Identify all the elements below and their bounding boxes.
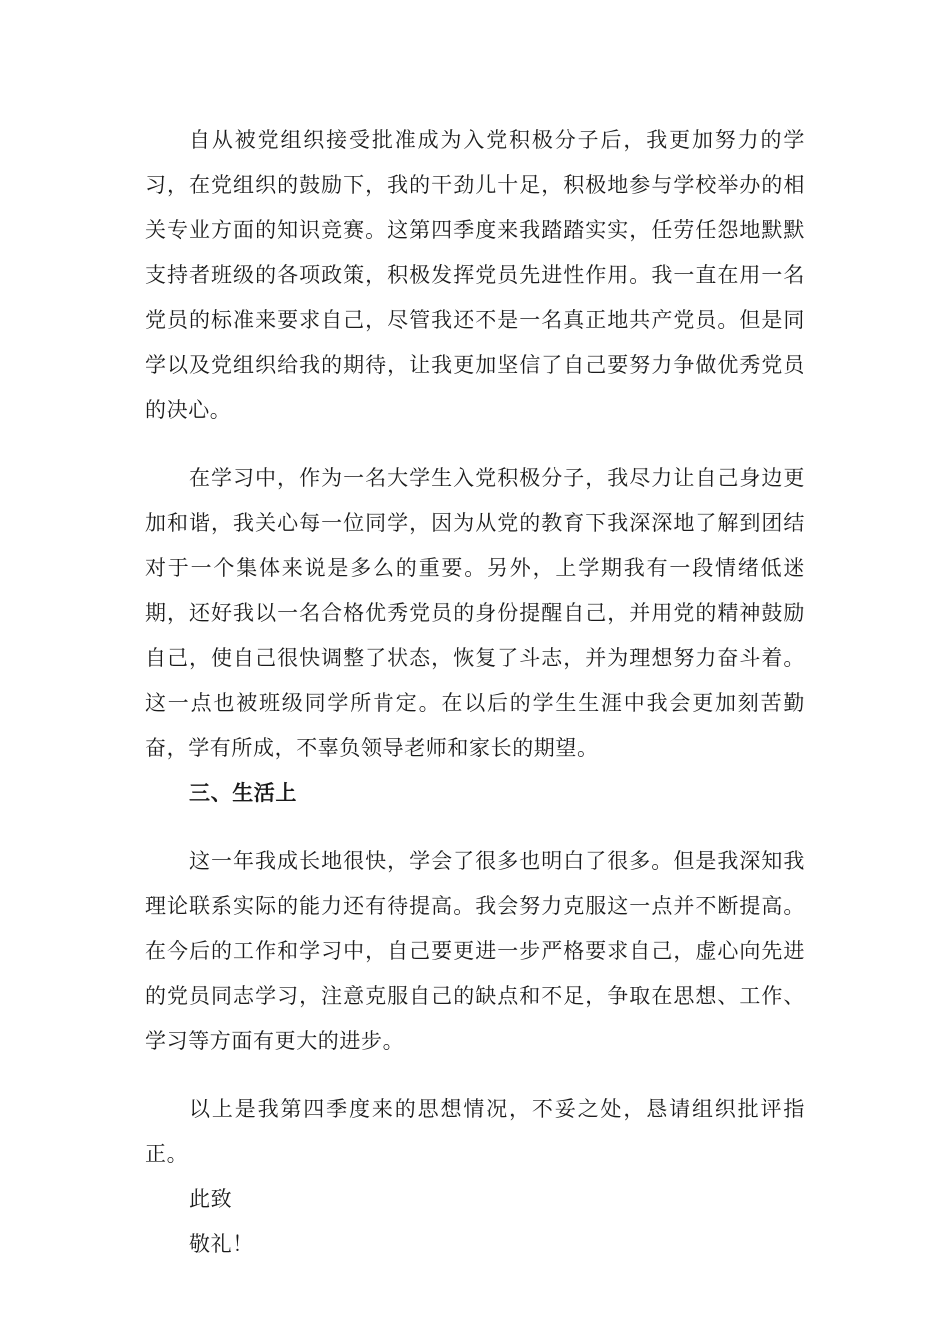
paragraph-3: 这一年我成长地很快，学会了很多也明白了很多。但是我深知我理论联系实际的能力还有待提高。我会努力克服这一点并不断提高。在今后的工作和学习中，自己要更进一步严格要求自己，虚心向先进的党员同志学习，注意克服自己的缺点和不足，争取在思想、工作、学习等方面有更大的进步。: [145, 849, 805, 1053]
document-page: [145, 118, 805, 1267]
closing-regards: 敬礼！: [189, 1232, 254, 1256]
section-heading-life: 三、生活上: [189, 781, 297, 805]
paragraph-4: 以上是我第四季度来的思想情况，不妥之处，恳请组织批评指正。: [145, 1097, 805, 1166]
closing-salutation: 此致: [189, 1187, 233, 1211]
paragraph-2: 在学习中，作为一名大学生入党积极分子，我尽力让自己身边更加和谐，我关心每一位同学，因为从党的教育下我深深地了解到团结对于一个集体来说是多么的重要。另外，上学期我有一段情绪低迷期，还好我以一名合格优秀党员的身份提醒自己，并用党的精神鼓励自己，使自己很快调整了状态，恢复了斗志，并为理想努力奋斗着。这一点也被班级同学所肯定。在以后的学生生涯中我会更加刻苦勤奋，学有所成，不辜负领导老师和家长的期望。: [145, 466, 805, 760]
paragraph-1: 自从被党组织接受批准成为入党积极分子后，我更加努力的学习，在党组织的鼓励下，我的干劲儿十足，积极地参与学校举办的相关专业方面的知识竞赛。这第四季度来我踏踏实实，任劳任怨地默默支持者班级的各项政策，积极发挥党员先进性作用。我一直在用一名党员的标准来要求自己，尽管我还不是一名真正地共产党员。但是同学以及党组织给我的期待，让我更加坚信了自己要努力争做优秀党员的决心。: [145, 128, 805, 422]
